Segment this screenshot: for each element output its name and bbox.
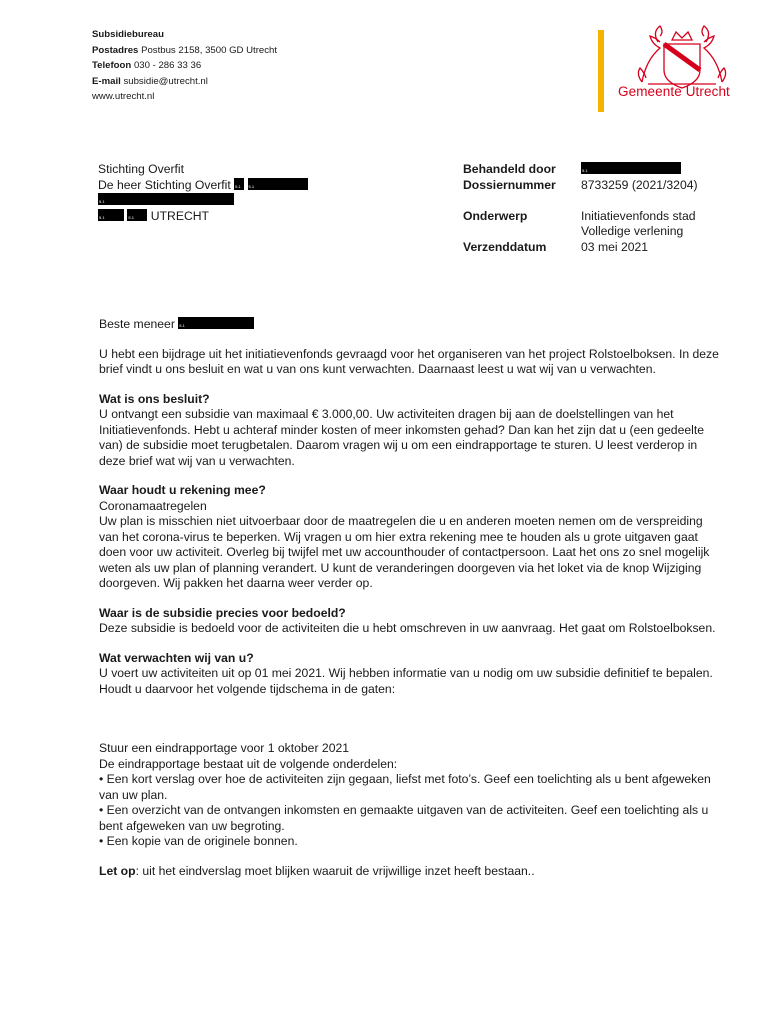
bullet-overzicht: • Een overzicht van de ontvangen inkomsten en gemaakte uitgaven van de activiteiten. Geef een toelichting als u bent afgeweken van uw begroting. — [99, 803, 709, 833]
meta-datum: Verzenddatum 03 mei 2021 — [463, 239, 649, 254]
redaction — [178, 317, 254, 329]
paragraph-corona-title: Coronamaatregelen — [99, 498, 207, 513]
meta-dossier: Dossiernummer 8733259 (2021/3204) — [463, 177, 698, 192]
sender-email: E-mail subsidie@utrecht.nl — [92, 75, 208, 87]
sender-org: Subsidiebureau — [92, 29, 164, 40]
salutation: Beste meneer 5.1 — [99, 317, 724, 333]
redaction — [234, 178, 244, 190]
redaction — [98, 209, 124, 221]
intro-paragraph: U hebt een bijdrage uit het initiatievenfonds gevraagd voor het organiseren van het project Rolstoelboksen. In deze brief vindt u ons besluit en wat u van ons kunt verwachten. Daarnaast leest u wat wij van u verwachten. — [99, 346, 719, 376]
heading-bedoeld: Waar is de subsidie precies voor bedoeld? — [99, 605, 346, 620]
paragraph-bedoeld: Deze subsidie is bedoeld voor de activiteiten die u hebt omschreven in uw aanvraag. Het gaat om Rolstoelboksen. — [99, 621, 716, 635]
letter-metadata — [463, 162, 761, 255]
recipient-line1: Stichting Overfit — [98, 162, 185, 176]
sender-website: www.utrecht.nl — [92, 91, 155, 102]
logo-text: Gemeente Utrecht — [618, 84, 730, 99]
sender-telefoon: Telefoon 030 - 286 33 36 — [92, 60, 202, 71]
accent-bar — [598, 30, 604, 112]
heading-verwachten: Wat verwachten wij van u? — [99, 650, 254, 665]
paragraph-rekening: Uw plan is misschien niet uitvoerbaar door de maatregelen die u en anderen moeten nemen om de verspreiding van het corona-virus te beperken. Wij vragen u om hier extra rekening mee te houden als u grote uitgaven gaat doen voor uw activiteit. Overleg bij twijfel met uw accounthouder of contactpersoon. Laat het ons zo snel mogelijk weten als uw plan of planning verandert. U kunt de veranderingen doorgeven via het loket via de knop Wijziging doorgeven. Wij pakken het daarna weer verder op. — [99, 514, 710, 590]
redaction — [127, 209, 147, 221]
redaction — [581, 162, 681, 174]
heading-besluit: Wat is ons besluit? — [99, 391, 210, 406]
sender-block — [92, 27, 277, 105]
redaction — [248, 178, 308, 190]
recipient-address — [98, 162, 308, 224]
meta-onderwerp: Onderwerp Initiatievenfonds stad Volledige verlening — [463, 208, 696, 238]
paragraph-eindrapportage-deadline: Stuur een eindrapportage voor 1 oktober 2021 — [99, 741, 350, 755]
paragraph-verwachten: U voert uw activiteiten uit op 01 mei 2021. Wij hebben informatie van u nodig om uw subsidie definitief te bepalen. Houdt u daarvoor het volgende tijdschema in de gaten: — [99, 666, 713, 696]
sender-postadres: Postadres Postbus 2158, 3500 GD Utrecht — [92, 44, 278, 56]
recipient-line3 — [98, 193, 308, 209]
bullet-bonnen: • Een kopie van de originele bonnen. — [99, 834, 298, 848]
paragraph-eindrapportage-onderdelen: De eindrapportage bestaat uit de volgende onderdelen: — [99, 756, 398, 771]
let-op-note: Let op: uit het eindverslag moet blijken waaruit de vrijwillige inzet heeft bestaan.. — [99, 863, 535, 878]
recipient-line2: De heer Stichting Overfit 5.1 5.1 — [98, 178, 308, 194]
meta-behandeld: Behandeld door 5.1 — [463, 162, 761, 178]
heading-rekening: Waar houdt u rekening mee? — [99, 483, 266, 497]
redaction — [98, 193, 234, 205]
letter-body — [99, 317, 724, 879]
paragraph-besluit: U ontvangt een subsidie van maximaal € 3.000,00. Uw activiteiten dragen bij aan de doelstellingen van het Initiatievenfonds. Hebt u achteraf minder kosten of meer inkomsten gehad? Dan kan het zijn dat u (een gedeelte van) de subsidie moet terugbetalen. Daarom vragen wij u om een eindrapportage te sturen. U leest verderop in deze brief wat wij van u verwachten. — [99, 407, 705, 468]
bullet-verslag: • Een kort verslag over hoe de activiteiten zijn gegaan, liefst met foto’s. Geef een toelichting als u bent afgeweken van uw plan. — [99, 772, 711, 802]
recipient-line4: 5.1 5.1 UTRECHT — [98, 209, 308, 225]
